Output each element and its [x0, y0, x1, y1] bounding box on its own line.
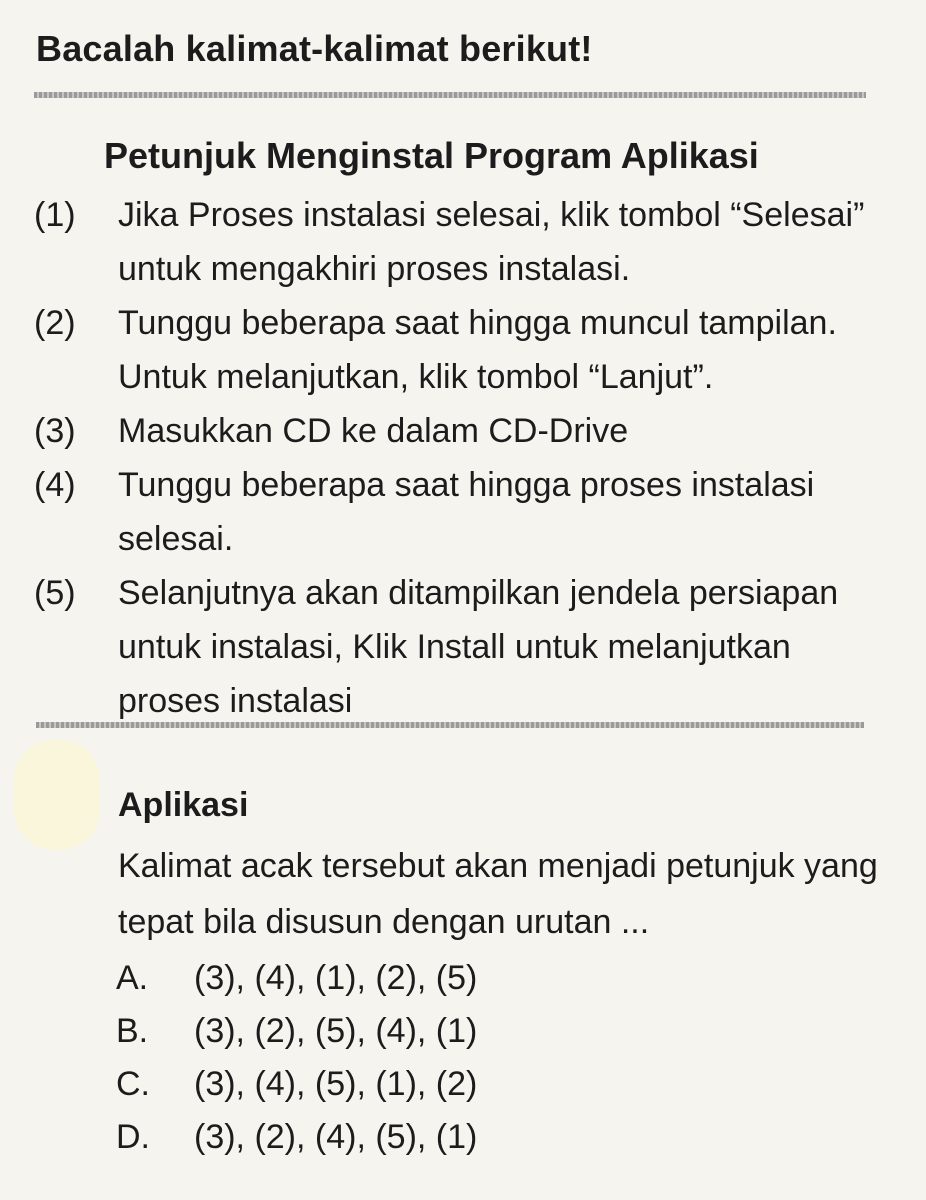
- instructions-title: Petunjuk Menginstal Program Aplikasi: [104, 135, 759, 176]
- step-text: Masukkan CD ke dalam CD-Drive: [118, 412, 629, 450]
- instruction-step-1: [34, 188, 874, 296]
- question-text: Kalimat acak tersebut akan menjadi petunjuk yang tepat bila disusun dengan urutan ...: [118, 847, 878, 941]
- option-text: (3), (4), (1), (2), (5): [194, 959, 478, 997]
- option-b[interactable]: [116, 1005, 477, 1058]
- instruction-step-5: [34, 566, 874, 728]
- step-number: (5): [34, 574, 76, 612]
- page-heading: Bacalah kalimat-kalimat berikut!: [36, 28, 593, 69]
- divider-top: [34, 92, 866, 98]
- divider-bottom: [36, 722, 864, 728]
- step-number: (1): [34, 196, 76, 234]
- highlighter-mark: [14, 740, 100, 850]
- instruction-step-3: [34, 404, 874, 458]
- step-text: Jika Proses instalasi selesai, klik tombol “Selesai” untuk mengakhiri proses instalasi.: [118, 196, 865, 288]
- instruction-list: [34, 188, 874, 728]
- step-number: (4): [34, 466, 76, 504]
- answer-options: [116, 952, 477, 1164]
- question-label: Aplikasi: [118, 786, 249, 824]
- step-number: (2): [34, 304, 76, 342]
- instruction-step-2: [34, 296, 874, 404]
- option-text: (3), (2), (4), (5), (1): [194, 1118, 478, 1156]
- step-text: Tunggu beberapa saat hingga muncul tampilan. Untuk melanjutkan, klik tombol “Lanjut”.: [118, 304, 837, 396]
- option-letter: A.: [116, 959, 149, 997]
- option-text: (3), (4), (5), (1), (2): [194, 1065, 478, 1103]
- option-c[interactable]: [116, 1058, 477, 1111]
- option-text: (3), (2), (5), (4), (1): [194, 1012, 478, 1050]
- option-letter: D.: [116, 1118, 150, 1156]
- option-d[interactable]: [116, 1111, 477, 1164]
- option-letter: B.: [116, 1012, 149, 1050]
- step-number: (3): [34, 412, 76, 450]
- option-a[interactable]: [116, 952, 477, 1005]
- instruction-step-4: [34, 458, 874, 566]
- step-text: Selanjutnya akan ditampilkan jendela persiapan untuk instalasi, Klik Install untuk melanjutkan proses instalasi: [118, 574, 839, 720]
- step-text: Tunggu beberapa saat hingga proses instalasi selesai.: [118, 466, 815, 558]
- option-letter: C.: [116, 1065, 150, 1103]
